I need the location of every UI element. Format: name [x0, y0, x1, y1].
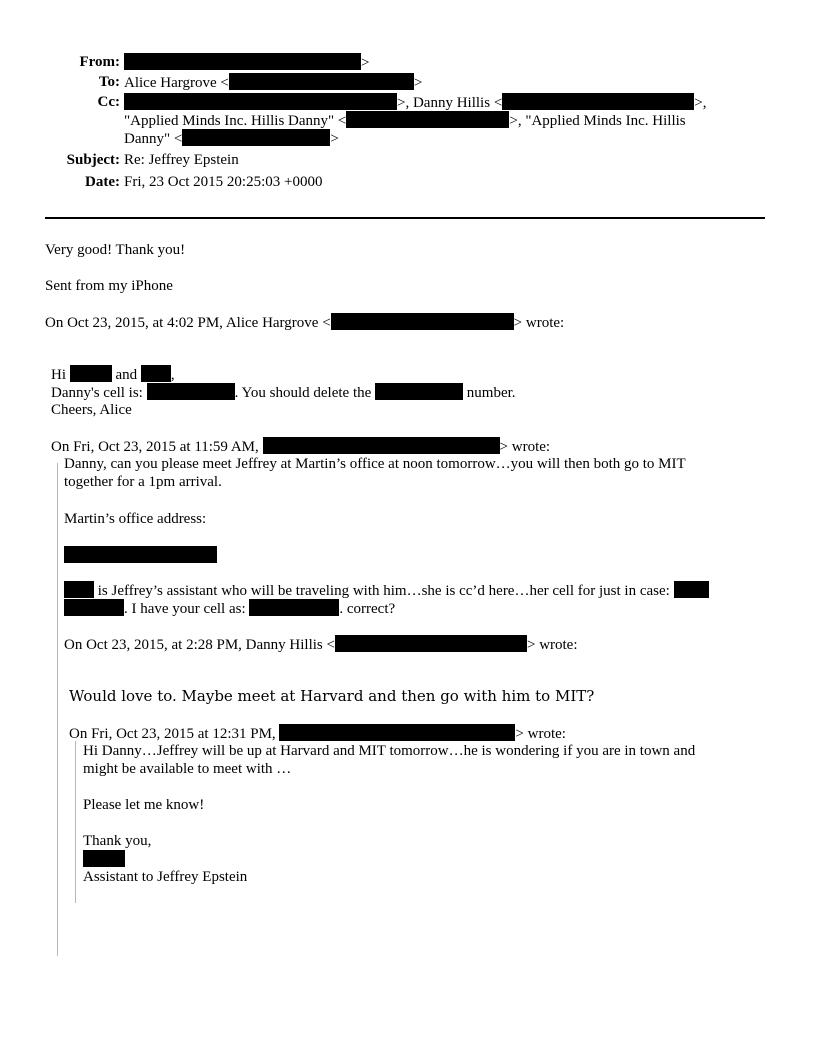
redaction: [263, 437, 500, 454]
q2-assistant-line: [64, 581, 709, 600]
quote-bar-inner: [75, 741, 76, 903]
hi-line: [51, 365, 175, 384]
gt: >: [397, 95, 406, 111]
q4-line1: Hi Danny…Jeffrey will be up at Harvard and MIT tomorrow…he is wondering if you are in town and: [83, 743, 696, 759]
redaction: [502, 93, 694, 110]
redaction: [141, 365, 171, 382]
header-divider: [45, 217, 765, 219]
from-row: [0, 53, 816, 71]
gt: >: [330, 131, 339, 147]
quote4-intro-text: On Fri, Oct 23, 2015 at 12:31 PM,: [69, 726, 276, 742]
q2-line2: together for a 1pm arrival.: [64, 474, 222, 490]
cc-row-2: [0, 111, 816, 129]
quote2-intro-text: On Fri, Oct 23, 2015 at 11:59 AM,: [51, 439, 259, 455]
q2-assistant-text: is Jeffrey’s assistant who will be traveling with him…she is cc’d here…her cell for just in case:: [97, 583, 670, 599]
redaction: [70, 365, 112, 382]
gt: >: [361, 55, 370, 71]
cheers-text: Cheers, Alice: [51, 402, 132, 418]
cc-line2a: "Applied Minds Inc. Hillis Danny": [124, 113, 335, 129]
q2-cell-line: [64, 599, 395, 618]
wrote-text: wrote:: [511, 439, 551, 455]
lt: <: [322, 315, 331, 331]
gt: >: [515, 726, 524, 742]
signature-text: Sent from my iPhone: [45, 278, 173, 294]
subject-label: Subject:: [66, 152, 120, 168]
to-name: Alice Hargrove: [124, 75, 217, 91]
redaction: [64, 546, 217, 563]
cell-label: Danny's cell is:: [51, 385, 143, 401]
hi-text: Hi: [51, 367, 66, 383]
cc-value-line1: [124, 93, 707, 112]
cc-line3: Danny": [124, 131, 171, 147]
quote1-intro: [45, 313, 564, 332]
from-label: From:: [79, 54, 120, 70]
q4-line2: might be available to meet with …: [83, 761, 292, 777]
redaction: [229, 73, 414, 90]
subject-value: Re: Jeffrey Epstein: [124, 152, 239, 168]
cc-label: Cc:: [97, 94, 120, 110]
q2-address-label: Martin’s office address:: [64, 511, 207, 527]
to-value: [124, 73, 422, 92]
q2-have-cell-text: . I have your cell as:: [124, 601, 246, 617]
delete-text: . You should delete the: [234, 385, 372, 401]
email-header: [0, 53, 816, 191]
redaction: [182, 129, 330, 146]
quote4-intro: [69, 724, 566, 743]
cc-row-3: [0, 129, 816, 147]
gt: >: [526, 637, 536, 653]
gt: >: [513, 315, 523, 331]
redaction: [249, 599, 339, 616]
q4-please: Please let me know!: [83, 797, 205, 813]
lt: <: [220, 75, 229, 91]
gt: >: [499, 439, 508, 455]
cc-row: [0, 93, 816, 111]
date-label: Date:: [85, 174, 120, 190]
redaction: [64, 581, 94, 598]
q2-correct-text: . correct?: [339, 601, 396, 617]
lt: <: [337, 113, 347, 129]
redaction: [375, 383, 463, 400]
lt: <: [173, 131, 183, 147]
to-row: [0, 73, 816, 91]
quote1-intro-text: On Oct 23, 2015, at 4:02 PM, Alice Hargrove: [45, 315, 319, 331]
gt: >: [509, 113, 518, 129]
q4-signature: Assistant to Jeffrey Epstein: [83, 869, 248, 885]
cc-value-line3: [124, 129, 339, 148]
to-label: To:: [98, 74, 120, 90]
and-text: and: [115, 367, 138, 383]
wrote-text: wrote:: [527, 726, 566, 742]
wrote-text: wrote:: [525, 315, 565, 331]
redaction: [124, 93, 397, 110]
redaction: [331, 313, 514, 330]
q2-address: [64, 546, 217, 565]
quote2-intro: [51, 437, 550, 456]
redaction: [147, 383, 235, 400]
comma: ,: [170, 367, 175, 383]
date-value: Fri, 23 Oct 2015 20:25:03 +0000: [124, 174, 323, 190]
cc-value-line2: [124, 111, 686, 130]
redaction: [335, 635, 527, 652]
lt: <: [493, 95, 503, 111]
cc-line2b: , "Applied Minds Inc. Hillis: [517, 113, 686, 129]
from-value: [124, 53, 369, 72]
cell-line: [51, 383, 516, 402]
redaction: [64, 599, 124, 616]
redaction: [124, 53, 361, 70]
quote-bar-outer: [57, 463, 58, 956]
gt: >: [413, 75, 423, 91]
q3-text: Would love to. Maybe meet at Harvard and then go with him to MIT?: [69, 687, 595, 705]
reply-text: Very good! Thank you!: [45, 242, 186, 258]
redaction: [279, 724, 515, 741]
date-row: [0, 173, 816, 191]
q4-thanks: Thank you,: [83, 833, 152, 849]
redaction: [83, 850, 125, 867]
subject-row: [0, 151, 816, 169]
cc-part1: , Danny Hillis: [405, 95, 491, 111]
redaction: [346, 111, 509, 128]
gt: >: [694, 95, 703, 111]
redaction: [674, 581, 709, 598]
q2-line1: Danny, can you please meet Jeffrey at Martin’s office at noon tomorrow…you will then both go to MIT: [64, 456, 686, 472]
number-text: number.: [466, 385, 516, 401]
quote3-intro: [64, 635, 578, 654]
cc-part2: ,: [702, 95, 707, 111]
lt: <: [326, 637, 335, 653]
quote3-intro-text: On Oct 23, 2015, at 2:28 PM, Danny Hillis: [64, 637, 323, 653]
wrote-text: wrote:: [539, 637, 578, 653]
q4-sig-redaction: [83, 850, 125, 869]
